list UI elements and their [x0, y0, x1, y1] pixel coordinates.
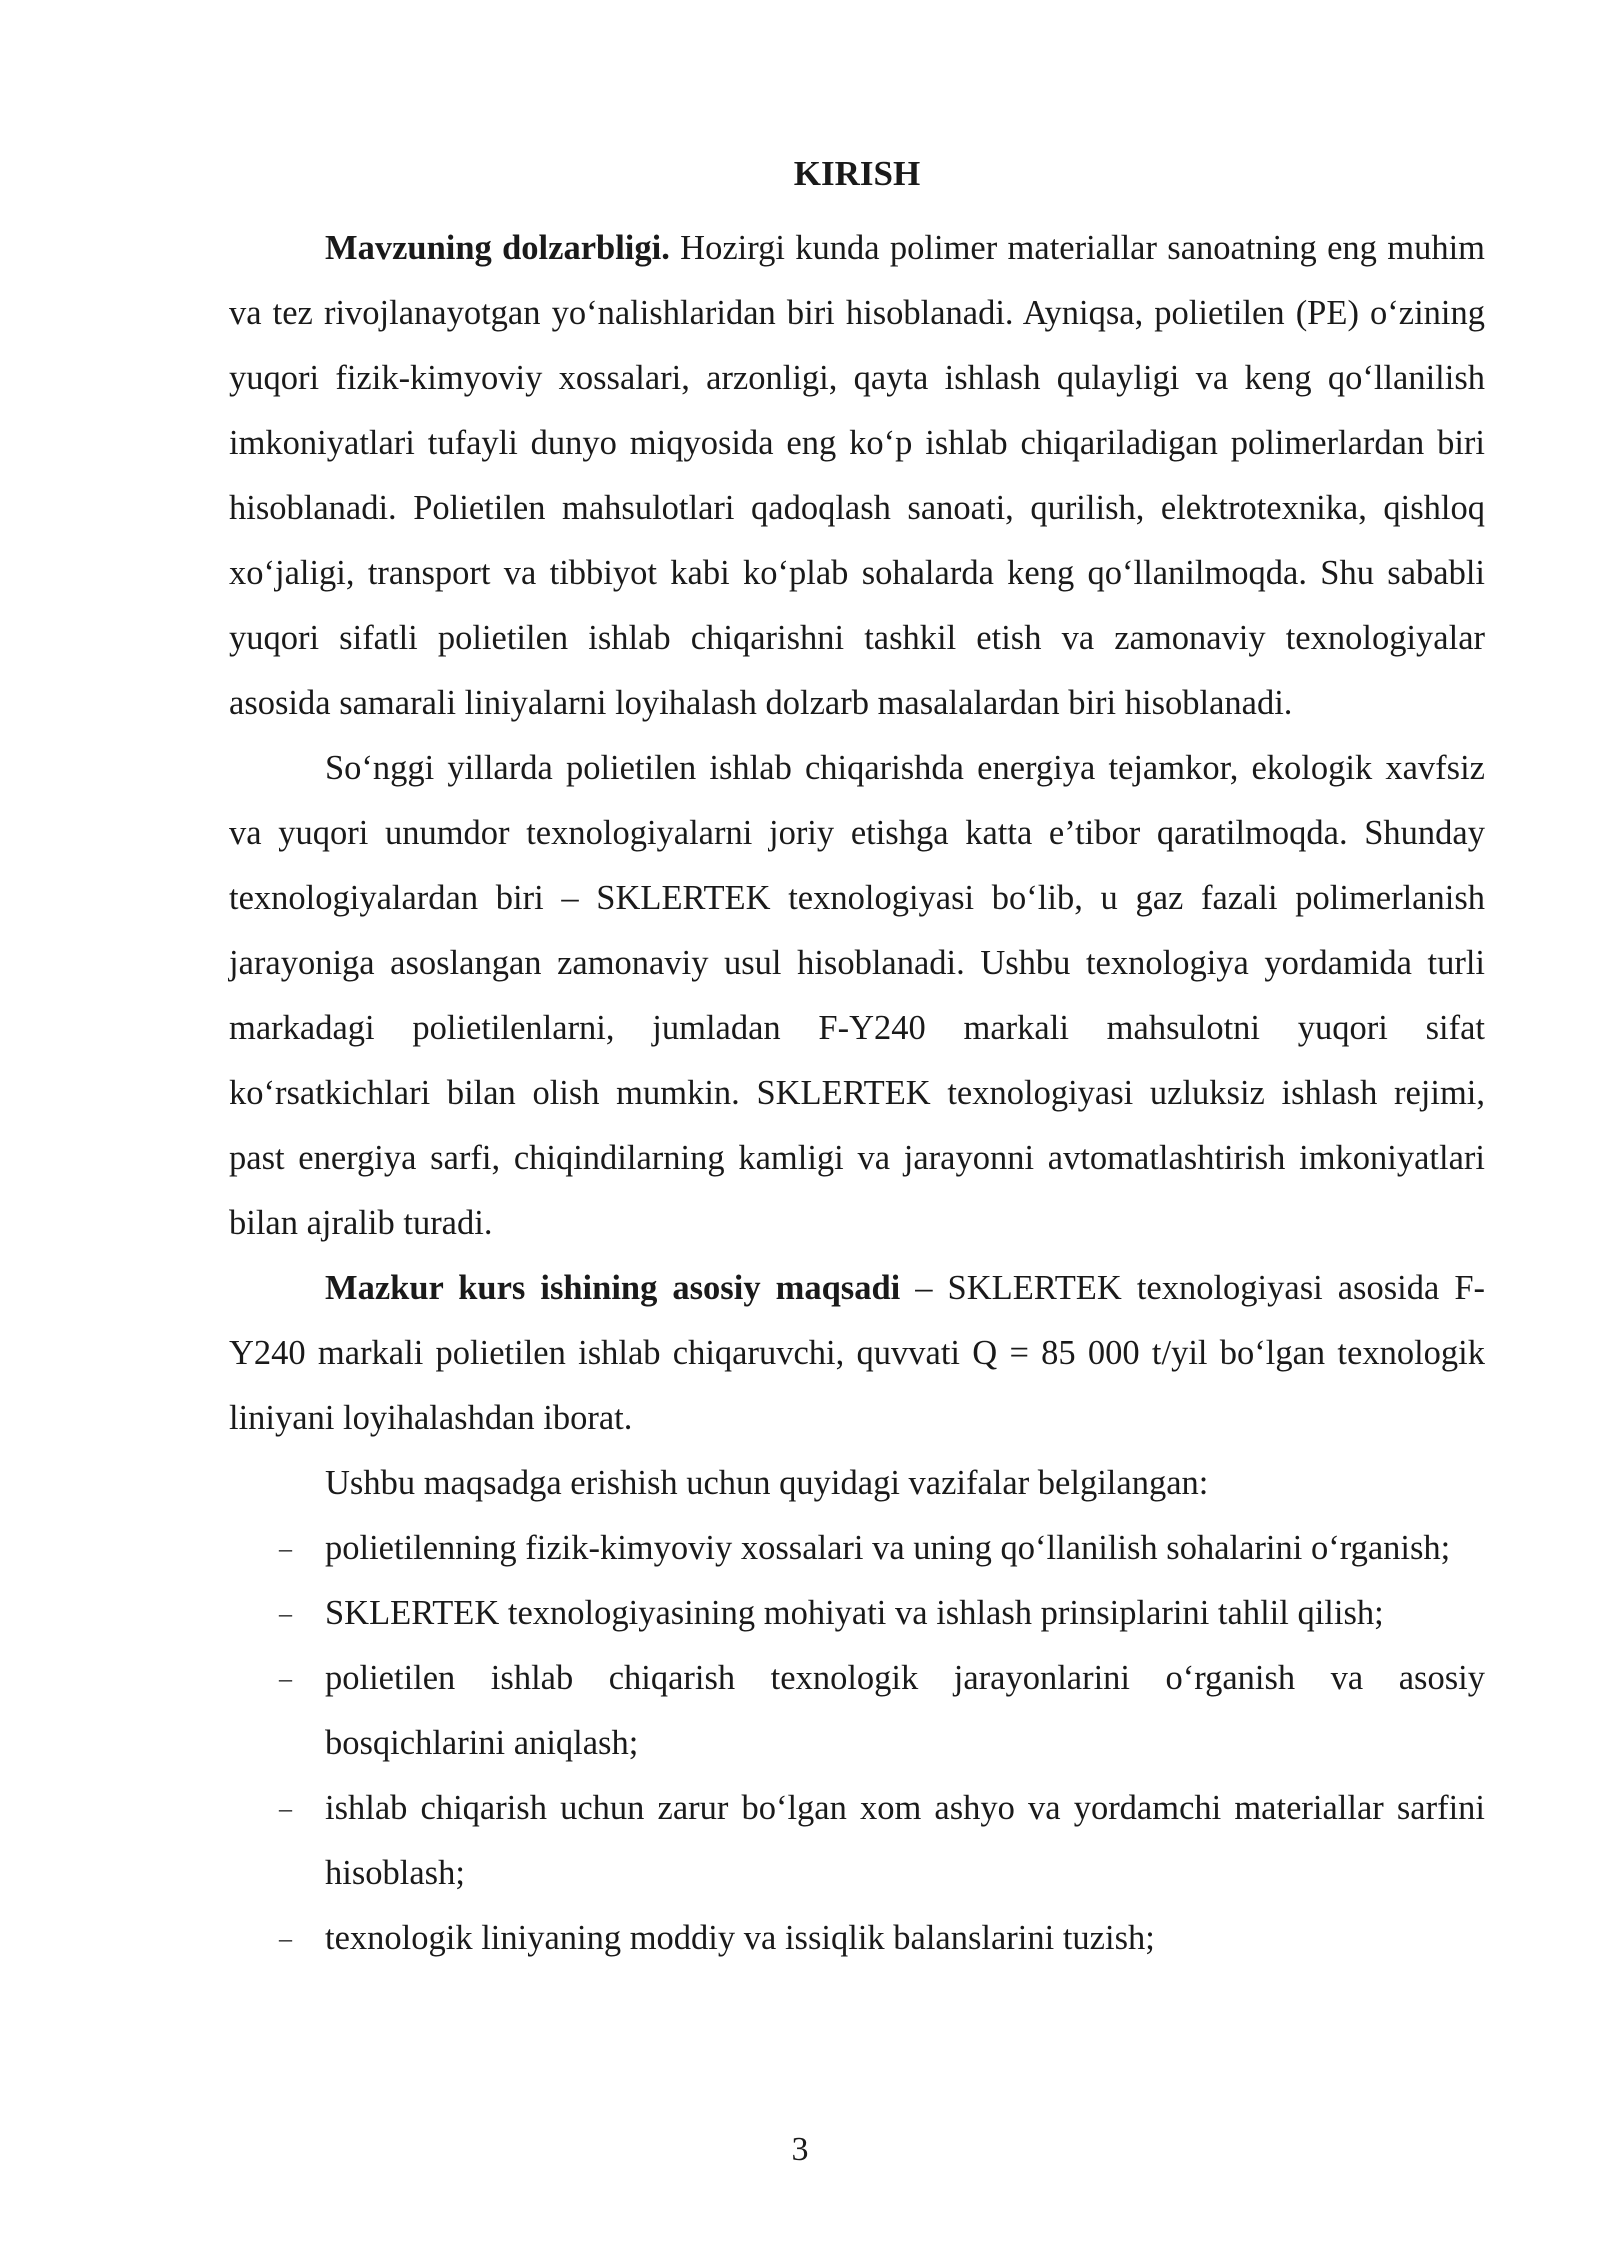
dash-marker: –: [279, 1794, 292, 1823]
tasks-list: [229, 1516, 1485, 1971]
list-item: [229, 1776, 1485, 1906]
paragraph-goal: [229, 1256, 1485, 1451]
page-number: 3: [791, 2131, 809, 2168]
list-item: [229, 1906, 1485, 1971]
paragraph-text: – SKLERTEK texnologiyasi asosida F-Y240 markali polietilen ishlab chiqaruvchi, quvvati Q = 85 000 t/yil bo‘lgan texnologik liniyani loyihalashdan iborat.: [229, 1269, 1486, 1437]
list-item-text: texnologik liniyaning moddiy va issiqlik balanslarini tuzish;: [325, 1919, 1155, 1957]
list-item: [229, 1581, 1485, 1646]
list-item-text: polietilenning fizik-kimyoviy xossalari va uning qo‘llanilish sohalarini o‘rganish;: [325, 1529, 1451, 1567]
list-item: [229, 1516, 1485, 1581]
dash-marker: –: [279, 1924, 292, 1953]
list-item-text: ishlab chiqarish uchun zarur bo‘lgan xom ashyo va yordamchi materiallar sarfini hisoblash;: [325, 1789, 1485, 1892]
paragraph-technology: [229, 736, 1485, 1256]
paragraph-relevance: [229, 216, 1485, 736]
document-page: [229, 150, 1485, 1971]
paragraph-text: So‘nggi yillarda polietilen ishlab chiqarishda energiya tejamkor, ekologik xavfsiz va yuqori unumdor texnologiyalarni joriy etishga katta e’tibor qaratilmoqda. Shunday texnologiyalardan biri – SKLERTEK texnologiyasi bo‘lib, u gaz fazali polimerlanish jarayoniga asoslangan zamonaviy usul hisoblanadi. Ushbu texnologiya yordamida turli markadagi polietilenlarni, jumladan F-Y240 markali mahsulotni yuqori sifat ko‘rsatkichlari bilan olish mumkin. SKLERTEK texnologiyasi uzluksiz ishlash rejimi, past energiya sarfi, chiqindilarning kamligi va jarayonni avtomatlashtirish imkoniyatlari bilan ajralib turadi.: [229, 749, 1485, 1242]
list-item-text: SKLERTEK texnologiyasining mohiyati va ishlash prinsiplarini tahlil qilish;: [325, 1594, 1384, 1632]
paragraph-text: Ushbu maqsadga erishish uchun quyidagi vazifalar belgilangan:: [325, 1464, 1209, 1502]
dash-marker: –: [279, 1534, 292, 1563]
list-item: [229, 1646, 1485, 1776]
dash-marker: –: [279, 1664, 292, 1693]
paragraph-lead: Mavzuning dolzarbligi.: [325, 229, 670, 267]
dash-marker: –: [279, 1599, 292, 1628]
paragraph-lead: Mazkur kurs ishining asosiy maqsadi: [325, 1269, 901, 1307]
section-title: KIRISH: [793, 154, 921, 193]
list-item-text: polietilen ishlab chiqarish texnologik jarayonlarini o‘rganish va asosiy bosqichlarini aniqlash;: [325, 1659, 1485, 1762]
paragraph-text: Hozirgi kunda polimer materiallar sanoatning eng muhim va tez rivojlanayotgan yo‘nalishlaridan biri hisoblanadi. Ayniqsa, polietilen (PE) o‘zining yuqori fizik-kimyoviy xossalari, arzonligi, qayta ishlash qulayligi va keng qo‘llanilish imkoniyatlari tufayli dunyo miqyosida eng ko‘p ishlab chiqariladigan polimerlardan biri hisoblanadi. Polietilen mahsulotlari qadoqlash sanoati, qurilish, elektrotexnika, qishloq xo‘jaligi, transport va tibbiyot kabi ko‘plab sohalarda keng qo‘llanilmoqda. Shu sababli yuqori sifatli polietilen ishlab chiqarishni tashkil etish va zamonaviy texnologiyalar asosida samarali liniyalarni loyihalash dolzarb masalalardan biri hisoblanadi.: [229, 229, 1485, 722]
paragraph-tasks-intro: [229, 1451, 1485, 1516]
